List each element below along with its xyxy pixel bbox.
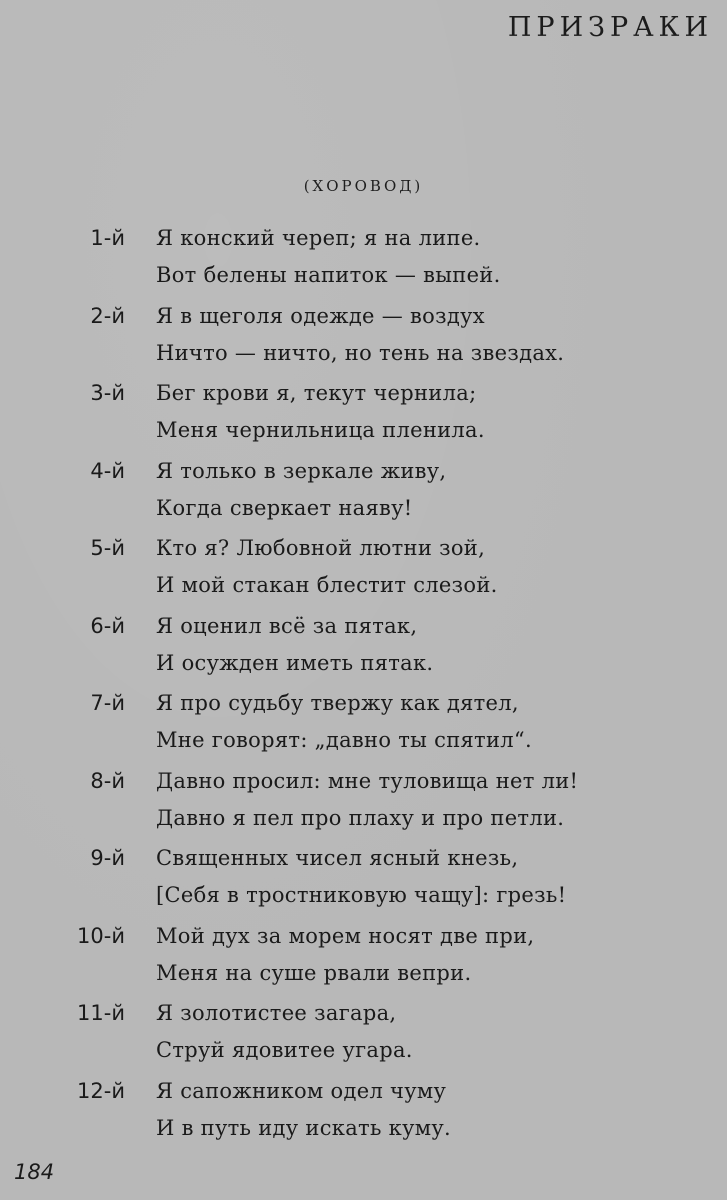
- verse-line: И мой стакан блестит слезой.: [156, 573, 498, 597]
- running-head: ПРИЗРАКИ: [507, 12, 713, 43]
- verse-line: Я конский череп; я на липе.: [156, 226, 481, 250]
- verse-line: Ничто — ничто, но тень на звездах.: [156, 340, 565, 365]
- stanza-4: [0, 459, 727, 537]
- speaker-number: 8-й: [90, 768, 125, 793]
- stanza-7: [0, 691, 727, 769]
- verse-line: Меня на суше рвали вепри.: [156, 960, 472, 985]
- verse-line: Я в щеголя одежде — воздух: [156, 303, 485, 328]
- speaker-number: 1-й: [90, 226, 125, 250]
- speaker-number: 11-й: [77, 1001, 125, 1025]
- verse-line: Давно я пел про плаху и про петли.: [156, 805, 565, 830]
- stanza-11: [0, 1001, 727, 1079]
- stanza-10: [0, 924, 727, 1002]
- stanza-8: [0, 769, 727, 847]
- verse-line: Бег крови я, текут чернила;: [156, 381, 477, 405]
- speaker-number: 12-й: [77, 1078, 125, 1103]
- verse-line: Я про судьбу твержу как дятел,: [156, 691, 519, 715]
- stanza-1: [0, 226, 727, 304]
- page-number: 184: [14, 1160, 55, 1184]
- speaker-number: 10-й: [77, 923, 125, 948]
- verse-line: Священных чисел ясный кнезь,: [156, 846, 519, 870]
- poem-subtitle: (ХОРОВОД): [303, 177, 424, 195]
- stanza-6: [0, 614, 727, 692]
- verse-line: [Себя в тростниковую чащу]: грезь!: [156, 883, 567, 907]
- verse-line: Я сапожником одел чуму: [156, 1078, 447, 1103]
- verse-line: Вот белены напиток — выпей.: [156, 263, 501, 287]
- verse-line: Когда сверкает наяву!: [156, 495, 413, 520]
- verse-line: Мне говорят: „давно ты спятил“.: [156, 728, 532, 752]
- stanza-2: [0, 304, 727, 382]
- verse-line: Я оценил всё за пятак,: [156, 613, 418, 638]
- verse-line: Давно просил: мне туловища нет ли!: [156, 768, 579, 793]
- verse-line: И осужден иметь пятак.: [156, 650, 434, 675]
- speaker-number: 9-й: [90, 846, 125, 870]
- verse-line: Я только в зеркале живу,: [156, 458, 447, 483]
- verse-line: Я золотистее загара,: [156, 1001, 397, 1025]
- verse-line: Кто я? Любовной лютни зой,: [156, 536, 486, 560]
- speaker-number: 5-й: [90, 536, 125, 560]
- speaker-number: 6-й: [90, 613, 125, 638]
- verse-line: Мой дух за морем носят две при,: [156, 923, 535, 948]
- stanza-3: [0, 381, 727, 459]
- speaker-number: 4-й: [90, 458, 125, 483]
- verse-line: Струй ядовитее угара.: [156, 1038, 413, 1062]
- speaker-number: 7-й: [90, 691, 125, 715]
- speaker-number: 3-й: [90, 381, 125, 405]
- poem-body: [0, 226, 727, 1156]
- verse-line: И в путь иду искать куму.: [156, 1115, 451, 1140]
- speaker-number: 2-й: [90, 303, 125, 328]
- verse-line: Меня чернильница пленила.: [156, 418, 485, 442]
- stanza-9: [0, 846, 727, 924]
- stanza-5: [0, 536, 727, 614]
- stanza-12: [0, 1079, 727, 1157]
